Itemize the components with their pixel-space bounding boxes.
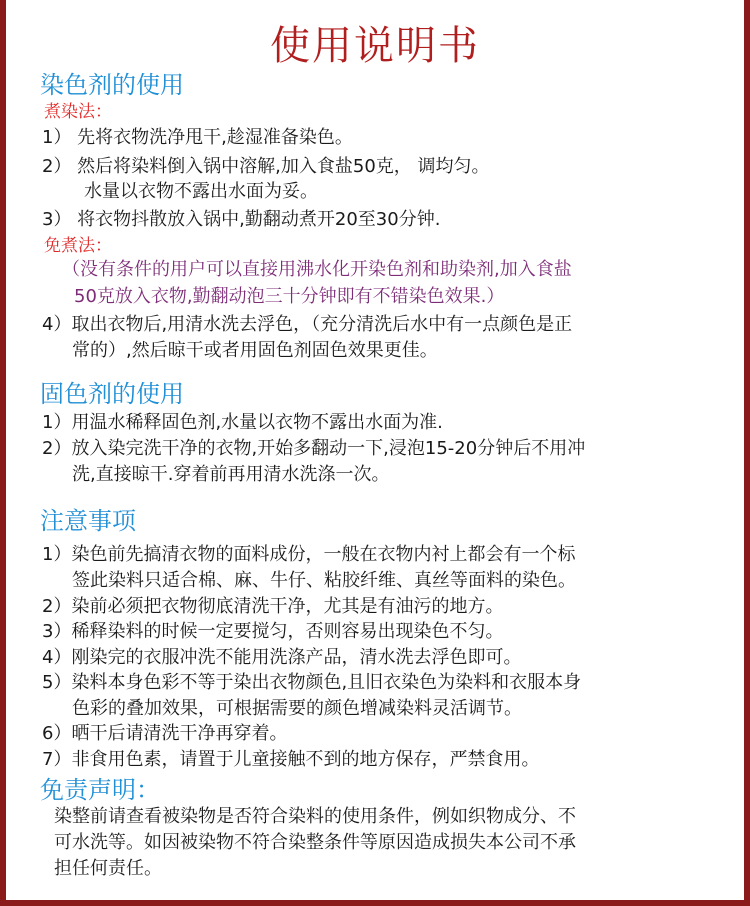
note-item-2: 2）染前必须把衣物彻底清洗干净，尤其是有油污的地方。 bbox=[42, 596, 504, 617]
page-title: 使用说明书 bbox=[270, 23, 480, 69]
boil-step-1: 1） 先将衣物洗净甩干,趁湿准备染色。 bbox=[42, 127, 353, 148]
boil-step-3: 3） 将衣物抖散放入锅中,勤翻动煮开20至30分钟. bbox=[42, 209, 441, 230]
boil-method-heading: 煮染法： bbox=[44, 102, 112, 122]
noboil-note-line-1: （没有条件的用户可以直接用沸水化开染色剂和助染剂,加入食盐 bbox=[62, 259, 572, 280]
noboil-note-line-2: 50克放入衣物,勤翻动泡三十分钟即有不错染色效果.） bbox=[74, 286, 505, 307]
disclaimer-heading: 免责声明： bbox=[40, 776, 160, 804]
dye-step-4-line-2: 常的）,然后晾干或者用固色剂固色效果更佳。 bbox=[72, 340, 438, 361]
boil-step-2: 2） 然后将染料倒入锅中溶解,加入食盐50克， 调均匀。 bbox=[42, 156, 490, 177]
notes-section-heading: 注意事项 bbox=[40, 507, 136, 535]
fix-step-2-line-2: 洗,直接晾干.穿着前再用清水洗涤一次。 bbox=[72, 464, 390, 485]
fix-step-1: 1）用温水稀释固色剂,水量以衣物不露出水面为准. bbox=[42, 412, 443, 433]
disclaimer-line-1: 染整前请查看被染物是否符合染料的使用条件，例如织物成分、不 bbox=[54, 806, 576, 827]
disclaimer-line-2: 可水洗等。如因被染物不符合染整条件等原因造成损失本公司不承 bbox=[54, 832, 576, 853]
note-item-5-line-2: 色彩的叠加效果，可根据需要的颜色增减染料灵活调节。 bbox=[72, 698, 522, 719]
fix-section-heading: 固色剂的使用 bbox=[40, 380, 184, 408]
fix-step-2-line-1: 2）放入染完洗干净的衣物,开始多翻动一下,浸泡15-20分钟后不用冲 bbox=[42, 438, 586, 459]
note-item-4: 4）刚染完的衣服冲洗不能用洗涤产品，清水洗去浮色即可。 bbox=[42, 647, 522, 668]
dye-step-4-line-1: 4）取出衣物后,用清水洗去浮色，（充分清洗后水中有一点颜色是正 bbox=[42, 314, 573, 335]
note-item-1-line-2: 签此染料只适合棉、麻、牛仔、粘胶纤维、真丝等面料的染色。 bbox=[72, 570, 576, 591]
note-item-3: 3）稀释染料的时候一定要搅匀，否则容易出现染色不匀。 bbox=[42, 621, 504, 642]
note-item-5-line-1: 5）染料本身色彩不等于染出衣物颜色,且旧衣染色为染料和衣服本身 bbox=[42, 672, 582, 693]
note-item-7: 7）非食用色素，请置于儿童接触不到的地方保存，严禁食用。 bbox=[42, 749, 540, 770]
disclaimer-line-3: 担任何责任。 bbox=[54, 858, 162, 879]
dye-section-heading: 染色剂的使用 bbox=[40, 71, 184, 99]
noboil-method-heading: 免煮法： bbox=[44, 236, 112, 256]
note-item-6: 6）晒干后请清洗干净再穿着。 bbox=[42, 723, 288, 744]
boil-step-2-cont: 水量以衣物不露出水面为妥。 bbox=[84, 181, 318, 202]
note-item-1-line-1: 1）染色前先搞清衣物的面料成份，一般在衣物内衬上都会有一个标 bbox=[42, 544, 576, 565]
